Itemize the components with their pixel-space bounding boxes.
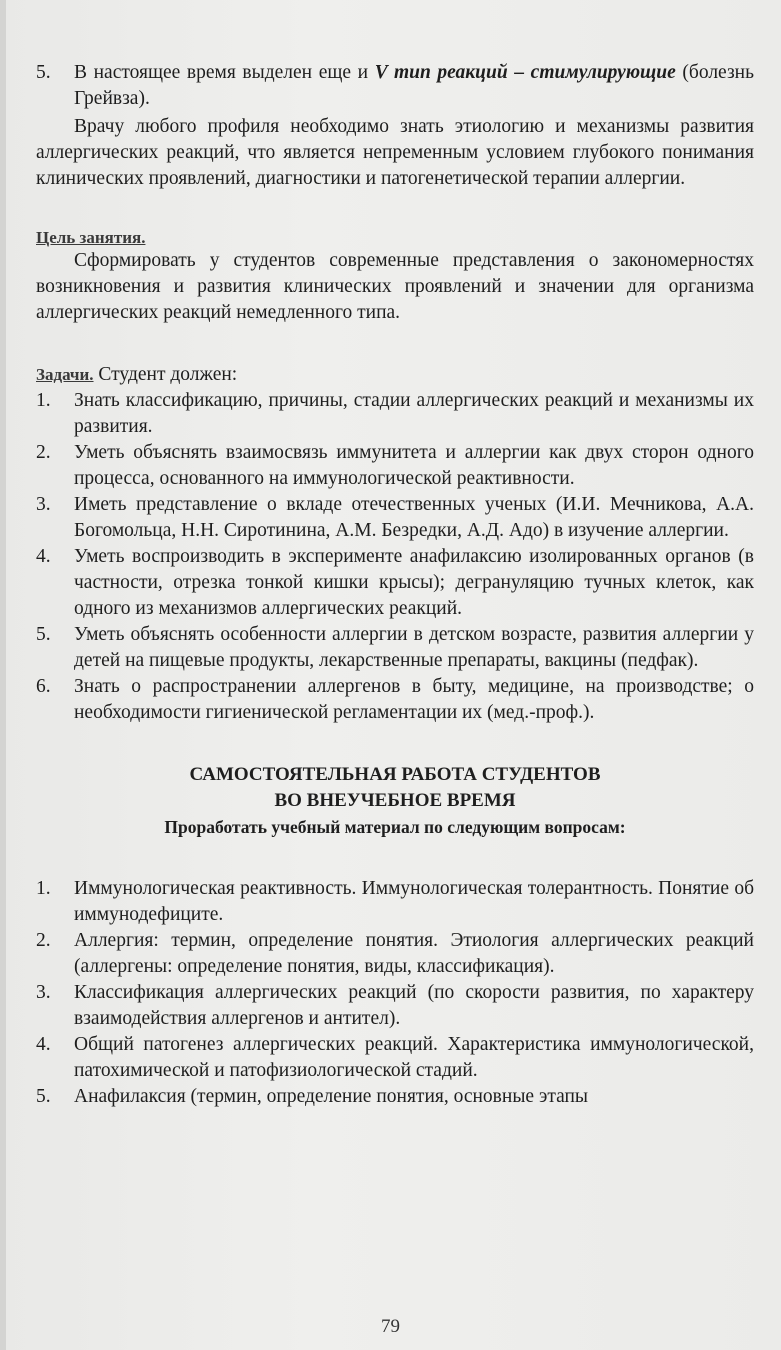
- page-edge-shadow: [0, 0, 6, 1350]
- tasks-lead: Студент должен:: [93, 364, 238, 385]
- intro-paragraph: Врачу любого профиля необходимо знать этиологию и механизмы развития аллергических реакций, что является непременным условием глубокого понимания клинических проявлений, диагностики и патогенетической терапии аллергии.: [36, 116, 754, 189]
- list-item-text: Иммунологическая реактивность. Иммунологическая толерантность. Понятие об иммунодефиците.: [74, 878, 754, 925]
- list-item-number: 4.: [36, 1034, 51, 1055]
- list-item: [36, 388, 754, 440]
- list-item-text: Уметь объяснять особенности аллергии в детском возрасте, развития аллергии у детей на пищевые продукты, лекарственные препараты, вакцины (педфак).: [74, 624, 754, 671]
- intro-item-5-number: 5.: [36, 62, 51, 83]
- list-item: [36, 1032, 754, 1084]
- tasks-header-line: [36, 362, 754, 388]
- intro-item-5-text-before: В настоящее время выделен еще и: [74, 62, 375, 83]
- intro-item-5: [36, 60, 754, 112]
- list-item: [36, 876, 754, 928]
- list-item-number: 4.: [36, 546, 51, 567]
- page-content: [36, 60, 754, 1110]
- selfwork-title-line-2: ВО ВНЕУЧЕБНОЕ ВРЕМЯ: [274, 790, 516, 811]
- goal-text: Сформировать у студентов современные представления о закономерностях возникновения и развития клинических проявлений и значении для организма аллергических реакций немедленного типа.: [36, 250, 754, 323]
- list-item-text: Знать о распространении аллергенов в быту, медицине, на производстве; о необходимости гигиенической регламентации их (мед.-проф.).: [74, 676, 754, 723]
- page-number: 79: [381, 1316, 400, 1337]
- list-item: [36, 980, 754, 1032]
- list-item-text: Общий патогенез аллергических реакций. Характеристика иммунологической, патохимической и патофизиологической стадий.: [74, 1034, 754, 1081]
- list-item-text: Иметь представление о вкладе отечественных ученых (И.И. Мечникова, А.А. Богомольца, Н.Н. Сиротинина, А.М. Безредки, А.Д. Адо) в изучение аллергии.: [74, 494, 754, 541]
- list-item: [36, 928, 754, 980]
- goal-heading: Цель занятия.: [36, 228, 146, 247]
- list-item: [36, 622, 754, 674]
- tasks-heading: Задачи.: [36, 365, 94, 384]
- tasks-list: [36, 388, 754, 726]
- list-item-number: 5.: [36, 1086, 51, 1107]
- list-item-text: Анафилаксия (термин, определение понятия, основные этапы: [74, 1086, 589, 1107]
- list-item-number: 3.: [36, 494, 51, 515]
- list-item-text: Уметь объяснять взаимосвязь иммунитета и аллергии как двух сторон одного процесса, основанного на иммунологической реактивности.: [74, 442, 754, 489]
- list-item: [36, 492, 754, 544]
- list-item-number: 2.: [36, 442, 51, 463]
- list-item: [36, 674, 754, 726]
- list-item-number: 6.: [36, 676, 51, 697]
- list-item-number: 5.: [36, 624, 51, 645]
- selfwork-list: [36, 876, 754, 1110]
- list-item-number: 1.: [36, 878, 51, 899]
- list-item-number: 2.: [36, 930, 51, 951]
- intro-item-5-text-after: (болезнь Грейвза).: [74, 62, 754, 109]
- list-item-text: Аллергия: термин, определение понятия. Этиология аллергических реакций (аллергены: определение понятия, виды, классификация).: [74, 930, 754, 977]
- selfwork-subtitle: Проработать учебный материал по следующим вопросам:: [164, 817, 626, 837]
- selfwork-title-line-1: САМОСТОЯТЕЛЬНАЯ РАБОТА СТУДЕНТОВ: [189, 764, 601, 785]
- list-item-text: Уметь воспроизводить в эксперименте анафилаксию изолированных органов (в частности, отрезка тонкой кишки крысы); дегрануляцию тучных клеток, как одного из механизмов аллергических реакций.: [74, 546, 754, 619]
- list-item-number: 3.: [36, 982, 51, 1003]
- intro-item-5-emphasis: V тип реакций – стимулирующие: [374, 62, 676, 83]
- list-item: [36, 1084, 754, 1110]
- list-item: [36, 544, 754, 622]
- list-item-text: Классификация аллергических реакций (по скорости развития, по характеру взаимодействия аллергенов и антител).: [74, 982, 754, 1029]
- list-item-number: 1.: [36, 390, 51, 411]
- list-item: [36, 440, 754, 492]
- list-item-text: Знать классификацию, причины, стадии аллергических реакций и механизмы их развития.: [74, 390, 754, 437]
